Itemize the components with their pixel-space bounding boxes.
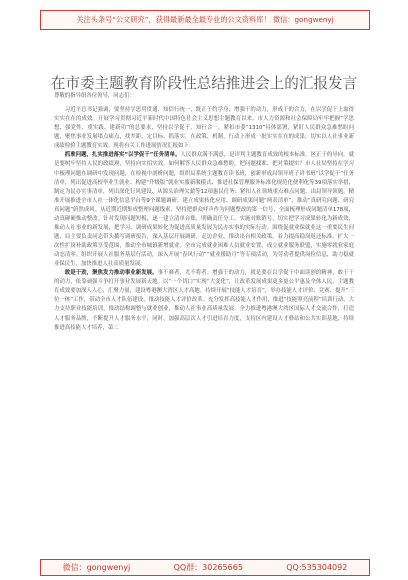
- paragraph-2-lead: 抓准问题，扎实推进落实“以学促干”任务清单。: [64, 152, 181, 159]
- paragraph-3-lead: 敢是干劲，聚焦发力推动事业新发展。: [64, 270, 158, 277]
- paragraph-2: [54, 151, 354, 269]
- paragraph-1: [54, 106, 354, 151]
- footer-qq-group: QQ群：30265665: [173, 563, 243, 572]
- header-banner: [40, 10, 370, 30]
- footer-qq: QQ:535304092: [286, 563, 348, 572]
- paragraph-1-text: 习近平总书记强调，要坚持学思用贯通、知信行统一，既正于约学身，增强干的动力，形成干的合力，在以学促干上取得实实在在的成效。开展学习贯彻习近平新时代中国特色社会主义思想主题教育以来，市人力资源和社会保障局牢牢把握“学思想、强党性、重实践、建新功”的总要求，坚持以学促干，知行合一，紧扣市委“1310”具体部署，紧盯人民群众急难愁盼问题，聚焦事业发展堵点痛点，找差距、定目标、抓落实，在政策、机制、行动上形成一批实实在在的成果，切实以人社事业新成绩检验主题教育实效。现将有关工作进展情况汇报如下：: [54, 107, 354, 150]
- footer-banner: [40, 559, 370, 576]
- page-title: 在市委主题教育阶段性总结推进会上的汇报发言: [50, 75, 358, 92]
- paragraph-3: [54, 269, 354, 332]
- paragraph-3-text: 事不难者，尤不将者。增强干的动力，就是要在以学促干中面谈创的精神，敢于干的动力，依靠顽强斗争打开事业发展新天地。以“一个切口”实现“大变化”，让改革发展成果更多更公平惠及全体人民。主题教育成效要加深人人心，汇聚力量，建设粤港澳大湾区人才高地。持续开展“技能人才培育”，举办技能人才评价、竞赛、提升“三位一体”工作，带动全市人才队伍建设，推动技能人才评价改革。充分发挥高技能人才作用，推进“技能照亮前程”培训行动，大力支持职业技能培训，推动结构调整与就业创业，推动人社事业高质量发展。全力推进粤港澳大湾区国际人才交流合作，打造人才服务品牌，不断提升人才服务水平，同时，加强高层次人才引进培育力度，支持区内建设人才驿站和公共实训基地，持续推进高技能人才培养，第二: [54, 270, 354, 331]
- paragraph-2-text: 人民群众满不满意，是评判主题教育成效的根本标准。区正于的导向，就是要树牢坚持人民的政绩观，坚持向实招实效。如何解答人民群众急难愁盼，把问题找准、把对策提实？市人社局坚持在学习中梳理问题在调研中发现问题，在检视中剖析问题，组织局系统主题教育读书班，创新形成局领导班子讲书班“以学促干”任务清单，列出促进高校毕业生就业、构建“升级版”就业实服新服模式、推进社保管理服务标准化规范化便利化等39项落实举措，制定为民办实事清单，列出深化行风建设、从源头治理欠薪等12项惠民任务；紧扣人社领域重点难点问题，由局领导领题，精准开展推进全市人社一体化信息平台等9个课题调研，建立成果转化应用、调研成果问题“两表清单”，推动“真研究问题、研究真问题”蔚然成风。从近期近期集成整理问题线索，坚持把群众呼声作为问题整改的第一信号，全面梳理形成问题清单178项，动真碰硬推动整改。针对发现问题短板，逐一建立清单台账，明确责任分工、实施对账销号，切实把学习成果转化为新成效，推动人社事业的新发展，把学习、调研成果转化为促进高质量发展为民办实事的实际行动。围绕促就业保就业这一重要民生问题，局主要负责同志带头撰写调研报告，深入基层开展调研，走访企业，推动出台相关政策。着力提高稳岗返还标准，扩大一次性扩岗补助政策享受范围，推动全市城镇新增就业。全市完成就业困难人员就业安置，成立就业服务联盟，实施零就业家庭动态清零。组织开展人社服务基层行活动，深入开展“春风行动”“就业援助月”等专项活动，为劳动者提供岗位信息，助力稳就业保民生，加快推进人社高质量发展。: [54, 152, 354, 268]
- greeting: 尊敬的指导组各位领导，同志们：: [54, 93, 135, 99]
- header-banner-text: 关注头条号“公文研究”，获得最新最全最专业的公文资料库！ 微信：gongwenyj: [76, 15, 334, 24]
- footer-wechat: 微信：gongwenyj: [62, 563, 131, 572]
- document-body: [54, 92, 354, 333]
